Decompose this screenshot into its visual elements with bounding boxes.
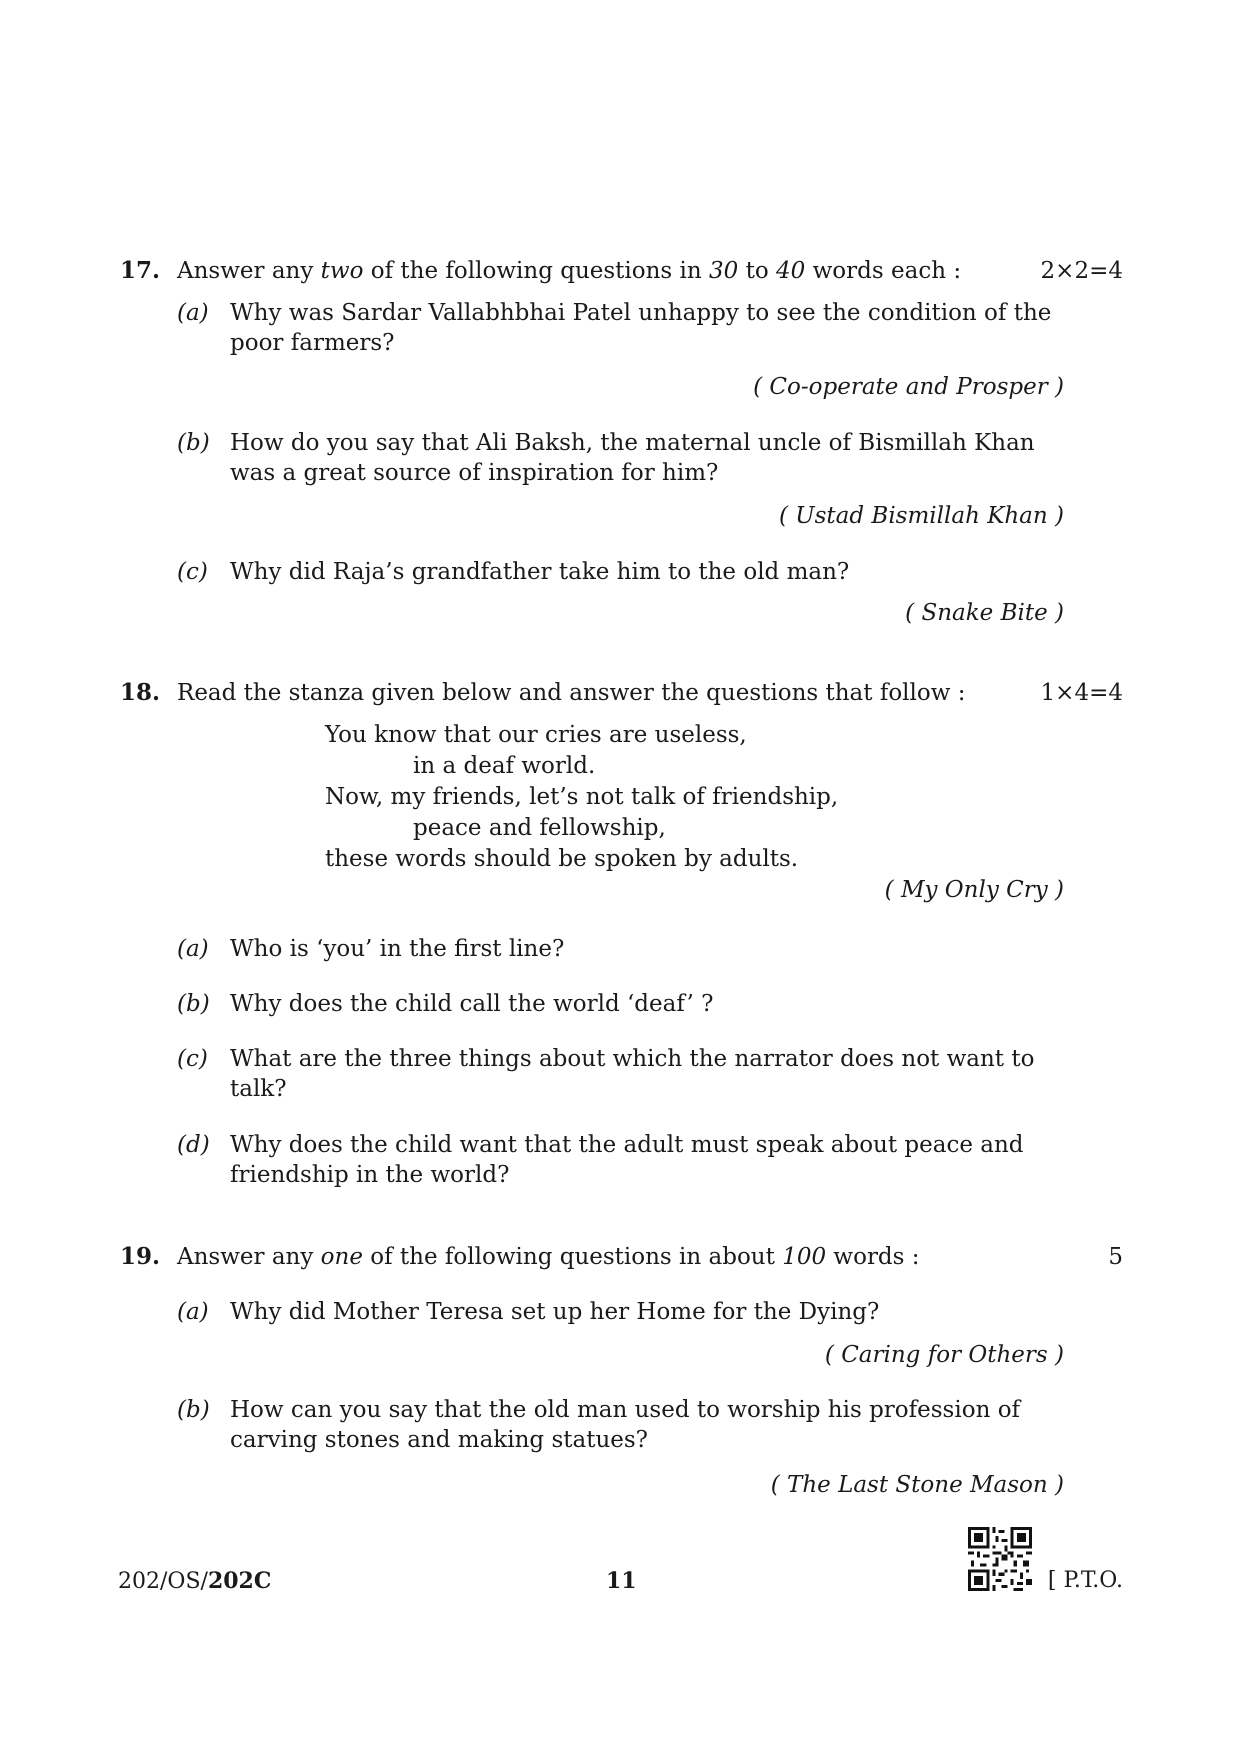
q17-intro-em1: two xyxy=(320,258,364,284)
stanza-line-4: peace and fellowship, xyxy=(413,815,666,841)
q17a-source: ( Co-operate and Prosper ) xyxy=(753,374,1064,400)
q17b-line1: How do you say that Ali Baksh, the maternal uncle of Bismillah Khan xyxy=(230,430,1035,456)
q18d-line1: Why does the child want that the adult must speak about peace and xyxy=(230,1132,1024,1158)
q19-marks: 5 xyxy=(1108,1244,1123,1270)
q17b-line2: was a great source of inspiration for him? xyxy=(230,460,719,486)
q19-number: 19. xyxy=(120,1243,161,1270)
q17c-source: ( Snake Bite ) xyxy=(905,600,1064,626)
q19b-source: ( The Last Stone Mason ) xyxy=(770,1472,1064,1498)
q17-marks: 2×2=4 xyxy=(1040,258,1123,284)
q18a-line1: Who is ‘you’ in the first line? xyxy=(230,936,565,962)
q19-intro-em1: one xyxy=(320,1244,363,1270)
q19-intro-2: of the following questions in about xyxy=(362,1244,783,1270)
q17c-label: (c) xyxy=(177,559,208,585)
q17-intro-2: of the following questions in xyxy=(363,258,710,284)
stanza-line-1: You know that our cries are useless, xyxy=(325,722,747,748)
paper-code-bold: 202C xyxy=(207,1568,272,1594)
q17b-source: ( Ustad Bismillah Khan ) xyxy=(778,503,1064,529)
q19a-source: ( Caring for Others ) xyxy=(824,1342,1064,1368)
q18d-label: (d) xyxy=(177,1132,210,1158)
qr-code-icon xyxy=(968,1527,1032,1591)
q17c-line1: Why did Raja’s grandfather take him to the old man? xyxy=(230,559,850,585)
q19b-label: (b) xyxy=(177,1397,210,1423)
q18b-line1: Why does the child call the world ‘deaf’ ? xyxy=(230,991,714,1017)
q18d-line2: friendship in the world? xyxy=(230,1162,510,1188)
q18-marks: 1×4=4 xyxy=(1040,680,1123,706)
q19a-line1: Why did Mother Teresa set up her Home for the Dying? xyxy=(230,1299,880,1325)
q19-intro-3: words : xyxy=(826,1244,920,1270)
q18c-label: (c) xyxy=(177,1046,208,1072)
stanza-line-3: Now, my friends, let’s not talk of friendship, xyxy=(325,784,839,810)
q19-instruction xyxy=(177,1242,920,1272)
q17-intro-em3: 40 xyxy=(776,258,806,284)
q18-number: 18. xyxy=(120,679,161,706)
q18b-label: (b) xyxy=(177,991,210,1017)
q17-intro-em2: 30 xyxy=(709,258,739,284)
q19-intro-1: Answer any xyxy=(177,1244,321,1270)
q19b-line1: How can you say that the old man used to worship his profession of xyxy=(230,1397,1021,1423)
q17-number: 17. xyxy=(120,257,161,284)
q18-source: ( My Only Cry ) xyxy=(884,877,1064,903)
q17-instruction xyxy=(177,256,961,286)
paper-code xyxy=(118,1566,271,1597)
q18c-line1: What are the three things about which the narrator does not want to xyxy=(230,1046,1035,1072)
q19b-line2: carving stones and making statues? xyxy=(230,1427,648,1453)
q17-intro-4: words each : xyxy=(805,258,962,284)
q17-intro-3: to xyxy=(738,258,777,284)
stanza-line-2: in a deaf world. xyxy=(413,753,596,779)
q17a-line1: Why was Sardar Vallabhbhai Patel unhappy to see the condition of the xyxy=(230,300,1052,326)
q17a-line2: poor farmers? xyxy=(230,330,395,356)
q18c-line2: talk? xyxy=(230,1076,287,1102)
q19a-label: (a) xyxy=(177,1299,209,1325)
q18-instruction: Read the stanza given below and answer the questions that follow : xyxy=(177,680,966,706)
q18a-label: (a) xyxy=(177,936,209,962)
q17a-label: (a) xyxy=(177,300,209,326)
pto-label: [ P.T.O. xyxy=(1047,1568,1123,1593)
q17b-label: (b) xyxy=(177,430,210,456)
paper-code-prefix: 202/OS/ xyxy=(118,1569,208,1594)
stanza-line-5: these words should be spoken by adults. xyxy=(325,846,799,872)
q19-intro-em2: 100 xyxy=(782,1244,827,1270)
page-number: 11 xyxy=(606,1568,637,1594)
q17-intro-1: Answer any xyxy=(177,258,321,284)
